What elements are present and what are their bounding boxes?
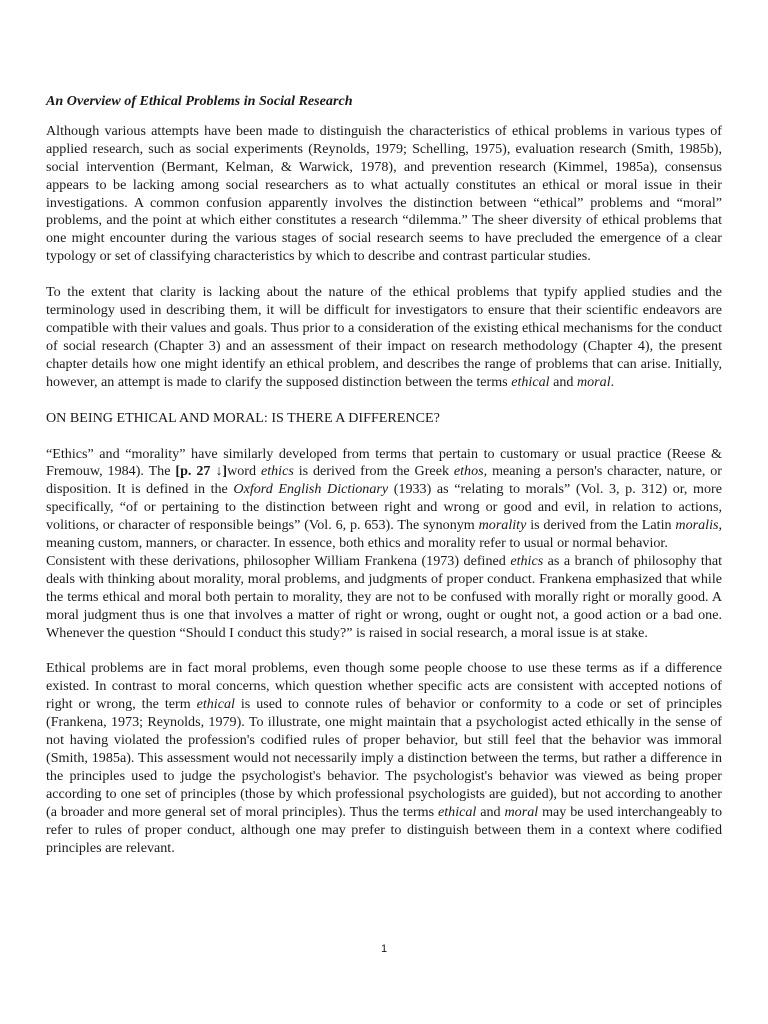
page-number: 1	[380, 943, 388, 955]
paragraph-text: word	[227, 463, 261, 480]
term-ethics: ethics	[510, 552, 544, 569]
paragraph-text: is used to connote rules of behavior or conformity to a code or set of principles (Frankena, 1973; Reynolds, 1979). To illustrate, one might maintain that a psychologist acted ethically in the sense of not having violated the profession's codified rules of proper behavior, but still feel that the behavior was immoral (Smith, 1985a). This assessment would not necessarily imply a distinction between the terms, but rather a difference in the principles used to judge the psychologist's behavior. The psychologist's behavior was viewed as being proper according to one set of principles (those by which professional psychologists are guided), but not according to another (a broader and more general set of moral principles). Thus the terms	[46, 696, 722, 820]
paragraph-text: Ethical problems are in fact moral problems, even though some people choose to use these terms as if a difference existed. In contrast to moral concerns, which question whether specific acts are consistent with accepted notions of right or wrong, the term	[46, 660, 722, 713]
paragraph-text: and	[476, 803, 505, 820]
document-page	[46, 93, 722, 857]
term-ethical: ethical	[196, 696, 235, 713]
paragraph-text: “Ethics” and “morality” have similarly developed from terms that pertain to customary or usual practice (Reese & Fremouw, 1984). The	[46, 445, 722, 480]
term-moralis: moralis,	[675, 517, 722, 534]
paragraph-frankena	[46, 553, 722, 643]
paragraph-text: may be used interchangeably to refer to rules of proper conduct, although one may prefer to distinguish between them in a context where codified principles are relevant.	[46, 803, 722, 856]
paragraph-clarity	[46, 284, 722, 391]
term-ethical: ethical	[511, 373, 550, 390]
paragraph-ethical-problems	[46, 660, 722, 857]
section-heading: ON BEING ETHICAL AND MORAL: IS THERE A DIFFERENCE?	[46, 409, 440, 426]
term-ethos: ethos,	[453, 463, 488, 480]
term-ethical: ethical	[437, 803, 477, 820]
term-ethics: ethics	[260, 463, 294, 480]
paragraph-etymology	[46, 446, 722, 553]
paragraph-overview: Although various attempts have been made to distinguish the characteristics of ethical problems in various types of applied research, such as social experiments (Reynolds, 1979; Schelling, 1975), evaluation research (Smith, 1985b), social intervention (Bermant, Kelman, & Warwick, 1978), and prevention research (Kimmel, 1985a), consensus appears to be lacking among social researchers as to what actually constitutes an ethical or moral issue in their investigations. A common confusion apparently involves the distinction between “ethical” problems and “moral” problems, and the point at which either constitutes a research “dilemma.” The sheer diversity of ethical problems that one might encounter during the various stages of social research seems to have precluded the emergence of a clear typology or set of classifying characteristics by which to describe and contrast particular studies.	[46, 122, 722, 265]
paragraph-text: meaning a person's character, nature, or disposition. It is defined in the	[46, 463, 722, 498]
page-marker: [p. 27 ↓]	[175, 463, 228, 480]
oed-title: Oxford English Dictionary	[233, 481, 389, 498]
paragraph-text: .	[610, 373, 615, 390]
paragraph-text: meaning custom, manners, or character. In essence, both ethics and morality refer to usual or normal behavior.	[46, 535, 668, 552]
term-moral: moral	[504, 803, 539, 820]
term-moral: moral	[576, 373, 611, 390]
paragraph-text: is derived from the Greek	[293, 463, 454, 480]
paragraph-text: is derived from the Latin	[526, 517, 676, 534]
document-title: An Overview of Ethical Problems in Social Research	[46, 93, 353, 109]
paragraph-text: To the extent that clarity is lacking about the nature of the ethical problems that typify applied studies and the terminology used in describing them, it will be difficult for investigators to ensure that their scientific endeavors are compatible with their values and goals. Thus prior to a consideration of the existing ethical mechanisms for the conduct of social research (Chapter 3) and an assessment of their impact on research methodology (Chapter 4), the present chapter details how one might identify an ethical problem, and describes the range of problems that can arise. Initially, however, an attempt is made to clarify the supposed distinction between the terms	[46, 284, 722, 390]
paragraph-text: Consistent with these derivations, philosopher William Frankena (1973) defined	[46, 552, 511, 569]
term-morality: morality	[478, 517, 527, 534]
paragraph-text: (1933) as “relating to morals” (Vol. 3, p. 312) or, more specifically, “of or pertaining to the distinction between right and wrong or good and evil, in relation to actions, volitions, or character of responsible beings” (Vol. 6, p. 653). The synonym	[46, 481, 722, 534]
paragraph-text: and	[549, 373, 577, 390]
paragraph-text: as a branch of philosophy that deals with thinking about morality, moral problems, and judgments of proper conduct. Frankena emphasized that while the terms ethical and moral both pertain to morality, they are not to be confused with morally right or morally good. A moral judgment thus is one that involves a matter of right or wrong, ought or ought not, a good action or a bad one. Whenever the question “Should I conduct this study?” is raised in social research, a moral issue is at stake.	[46, 552, 723, 641]
